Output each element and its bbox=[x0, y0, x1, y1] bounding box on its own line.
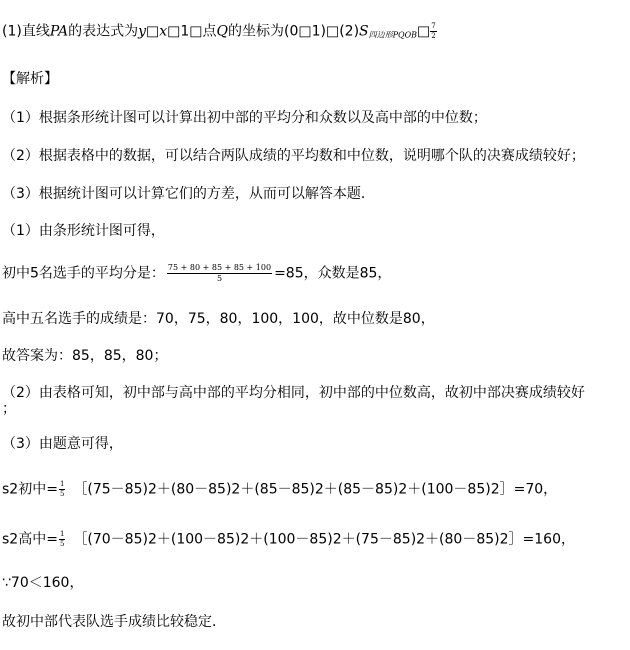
placeholder-box: □ bbox=[417, 23, 431, 40]
variance-comparison: ∵70＜160， bbox=[2, 575, 84, 591]
fraction-denominator: 5 bbox=[59, 540, 65, 548]
average-numerator: 75 + 80 + 85 + 85 + 100 bbox=[167, 263, 272, 272]
answer-line bbox=[2, 22, 437, 45]
senior-variance-label: s2高中= bbox=[2, 531, 58, 548]
junior-variance-label: s2初中= bbox=[2, 481, 58, 498]
s-subscript: 四边形PQOB bbox=[368, 30, 418, 40]
junior-variance-line bbox=[2, 480, 557, 499]
placeholder-box: □ bbox=[146, 23, 160, 40]
analysis-step-1: （1）根据条形统计图可以计算出初中部的平均分和众数以及高中部的中位数； bbox=[2, 110, 487, 126]
fraction-numerator: 7 bbox=[431, 22, 436, 30]
q-variable: Q bbox=[216, 23, 229, 40]
placeholder-box: □1□ bbox=[167, 23, 203, 40]
coordinate-text: 的坐标为(0□1)□(2) bbox=[228, 23, 360, 40]
average-fraction bbox=[167, 263, 272, 284]
answer-fraction bbox=[430, 22, 436, 41]
analysis-heading: 【解析】 bbox=[2, 71, 58, 87]
analysis-step-3: （3）根据统计图可以计算它们的方差，从而可以解答本题． bbox=[2, 186, 375, 202]
pa-variable: PA bbox=[49, 23, 69, 40]
junior-variance-fraction bbox=[59, 480, 65, 499]
senior-variance-line bbox=[2, 530, 575, 549]
expression-intro: 的表达式为 bbox=[68, 23, 139, 40]
fraction-numerator: 1 bbox=[59, 480, 65, 488]
answer-summary-line: 故答案为：85，85，80； bbox=[2, 348, 168, 364]
junior-average-result: =85，众数是85， bbox=[274, 265, 392, 282]
analysis-step-2: （2）根据表格中的数据，可以结合两队成绩的平均数和中位数，说明哪个队的决赛成绩较好； bbox=[2, 148, 585, 164]
fraction-numerator: 1 bbox=[59, 530, 65, 538]
average-denominator: 5 bbox=[216, 274, 223, 283]
comparison-line-end: ； bbox=[2, 401, 16, 417]
comparison-line: （2）由表格可知，初中部与高中部的平均分相同，初中部的中位数高，故初中部决赛成绩较好 bbox=[2, 385, 585, 401]
junior-average-line bbox=[2, 263, 391, 284]
y-variable: y bbox=[138, 23, 147, 40]
x-variable: x bbox=[159, 23, 168, 40]
junior-variance-expression: ［(75－85)2＋(80－85)2＋(85－85)2＋(85－85)2＋(100－85)2］=70， bbox=[73, 481, 558, 498]
part1-label: (1)直线 bbox=[2, 23, 50, 40]
fraction-denominator: 5 bbox=[59, 490, 65, 498]
senior-variance-fraction bbox=[59, 530, 65, 549]
junior-average-label: 初中5名选手的平均分是： bbox=[2, 265, 165, 282]
point-text: 点 bbox=[202, 23, 217, 40]
s-variable: S bbox=[359, 23, 369, 40]
senior-variance-expression: ［(70－85)2＋(100－85)2＋(100－85)2＋(75－85)2＋(80－85)2］=160， bbox=[73, 531, 575, 548]
solution-step-1-intro: （1）由条形统计图可得， bbox=[2, 223, 165, 239]
senior-scores-line: 高中五名选手的成绩是：70，75，80，100，100，故中位数是80， bbox=[2, 311, 435, 327]
conclusion-line: 故初中部代表队选手成绩比较稳定． bbox=[2, 614, 226, 630]
fraction-denominator: 2 bbox=[431, 32, 436, 40]
solution-step-3-intro: （3）由题意可得， bbox=[2, 436, 123, 452]
